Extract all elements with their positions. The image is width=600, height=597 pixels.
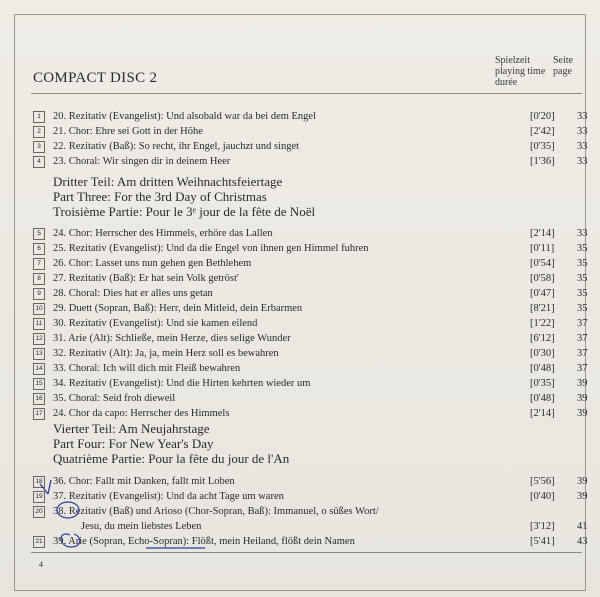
track-number-box: 14 [33, 363, 45, 375]
track-row [33, 361, 588, 376]
track-page: 39 [577, 491, 588, 502]
track-time: [0'48] [530, 393, 555, 404]
track-title: 26. Chor: Lasset uns nun gehen gen Bethlehem [53, 258, 252, 269]
bottom-divider [31, 552, 582, 553]
track-row [33, 124, 588, 139]
track-time: [2'42] [530, 126, 555, 137]
track-row [33, 331, 588, 346]
top-divider [31, 93, 582, 94]
track-title: 20. Rezitativ (Evangelist): Und alsobald war da bei dem Engel [53, 111, 317, 122]
section-heading-fr: Troisième Partie: Pour le 3ᵉ jour de la fête de Noël [53, 204, 316, 219]
track-title: 28. Choral: Dies hat er alles uns getan [53, 288, 213, 299]
track-page: 43 [577, 536, 588, 547]
track-row [33, 139, 588, 154]
track-row [33, 534, 588, 549]
track-time: [0'20] [530, 111, 555, 122]
track-title: 34. Rezitativ (Evangelist): Und die Hirten kehrten wieder um [53, 378, 311, 389]
track-time: [0'40] [530, 491, 555, 502]
track-page: 35 [577, 258, 588, 269]
track-time: [6'12] [530, 333, 555, 344]
track-time: [8'21] [530, 303, 555, 314]
header-de: Spielzeit [495, 55, 530, 66]
track-title: 21. Chor: Ehre sei Gott in der Höhe [53, 126, 203, 137]
track-number-box: 8 [33, 273, 45, 285]
header-en: page [553, 66, 572, 77]
track-page: 37 [577, 318, 588, 329]
track-page: 33 [577, 228, 588, 239]
track-number-box: 10 [33, 303, 45, 315]
track-number-box: 21 [33, 536, 45, 548]
track-title: 29. Duett (Sopran, Baß): Herr, dein Mitleid, dein Erbarmen [53, 303, 303, 314]
track-time: [5'41] [530, 536, 555, 547]
track-number-box: 13 [33, 348, 45, 360]
track-time: [0'54] [530, 258, 555, 269]
track-row [33, 301, 588, 316]
track-title: 35. Choral: Seid froh dieweil [53, 393, 176, 404]
playing-time-header [495, 55, 545, 88]
section-heading-en: Part Four: For New Year's Day [53, 436, 214, 451]
track-title: 31. Arie (Alt): Schließe, mein Herze, dies selige Wunder [53, 333, 291, 344]
track-title: 32. Rezitativ (Alt): Ja, ja, mein Herz soll es bewahren [53, 348, 279, 359]
track-title: 24. Chor: Herrscher des Himmels, erhöre das Lallen [53, 228, 273, 239]
track-page: 39 [577, 476, 588, 487]
track-row [33, 271, 588, 286]
track-title: 38. Rezitativ (Baß) und Arioso (Chor-Sopran, Baß): Immanuel, o süßes Wort/ [53, 506, 379, 517]
track-page: 37 [577, 333, 588, 344]
track-page: 33 [577, 111, 588, 122]
track-time: [3'12] [530, 521, 555, 532]
track-row [33, 226, 588, 241]
track-number-box: 11 [33, 318, 45, 330]
track-time: [1'36] [530, 156, 555, 167]
track-row [33, 346, 588, 361]
track-number-box: 3 [33, 141, 45, 153]
track-number-box: 20 [33, 506, 45, 518]
header-de: Seite [553, 55, 573, 66]
track-title: 24. Chor da capo: Herrscher des Himmels [53, 408, 230, 419]
track-number-box: 15 [33, 378, 45, 390]
track-row [33, 256, 588, 271]
track-time: [0'35] [530, 378, 555, 389]
track-page: 35 [577, 273, 588, 284]
track-row [33, 504, 582, 519]
track-title: 36. Chor: Fallt mit Danken, fallt mit Loben [53, 476, 235, 487]
track-page: 33 [577, 141, 588, 152]
track-time: [0'58] [530, 273, 555, 284]
track-number-box: 19 [33, 491, 45, 503]
disc-title: COMPACT DISC 2 [33, 70, 158, 86]
track-title: 27. Rezitativ (Baß): Er hat sein Volk getröst' [53, 273, 239, 284]
track-page: 41 [577, 521, 588, 532]
header-fr: durée [495, 77, 518, 88]
track-number-box: 2 [33, 126, 45, 138]
track-time: [0'35] [530, 141, 555, 152]
track-number-box: 16 [33, 393, 45, 405]
track-page: 37 [577, 363, 588, 374]
section-heading-de: Vierter Teil: Am Neujahrstage [53, 421, 210, 436]
track-page: 39 [577, 378, 588, 389]
track-row-continuation [33, 519, 588, 534]
page-number: 4 [39, 560, 43, 569]
section-heading-de: Dritter Teil: Am dritten Weihnachtsfeiertage [53, 174, 283, 189]
track-page: 33 [577, 156, 588, 167]
track-number-box: 9 [33, 288, 45, 300]
track-time: [0'30] [530, 348, 555, 359]
section-heading-fr: Quatrième Partie: Pour la fête du jour de l'An [53, 451, 290, 466]
track-title: 25. Rezitativ (Evangelist): Und da die Engel von ihnen gen Himmel fuhren [53, 243, 369, 254]
page-header [553, 55, 573, 77]
track-number-box: 6 [33, 243, 45, 255]
track-row [33, 474, 588, 489]
track-page: 35 [577, 243, 588, 254]
track-row [33, 286, 588, 301]
track-time: [0'47] [530, 288, 555, 299]
track-row [33, 241, 588, 256]
track-number-box: 17 [33, 408, 45, 420]
track-page: 39 [577, 393, 588, 404]
track-title: 23. Choral: Wir singen dir in deinem Heer [53, 156, 231, 167]
track-row [33, 376, 588, 391]
track-number-box: 1 [33, 111, 45, 123]
track-number-box: 7 [33, 258, 45, 270]
track-row [33, 391, 588, 406]
track-title: 37. Rezitativ (Evangelist): Und da acht Tage um waren [53, 491, 284, 502]
track-time: [0'11] [530, 243, 555, 254]
track-page: 35 [577, 288, 588, 299]
track-time: [5'56] [530, 476, 555, 487]
track-title: 39. Arie (Sopran, Echo-Sopran): Flößt, mein Heiland, flößt dein Namen [53, 536, 355, 547]
track-time: [2'14] [530, 408, 555, 419]
track-page: 39 [577, 408, 588, 419]
track-number-box: 4 [33, 156, 45, 168]
track-row [33, 154, 588, 169]
track-number-box: 5 [33, 228, 45, 240]
track-title: 33. Choral: Ich will dich mit Fleiß bewahren [53, 363, 241, 374]
track-time: [0'48] [530, 363, 555, 374]
track-title-continuation: Jesu, du mein liebstes Leben [81, 521, 202, 532]
track-row [33, 406, 588, 421]
track-time: [2'14] [530, 228, 555, 239]
track-row [33, 316, 588, 331]
track-number-box: 18 [33, 476, 45, 488]
track-time: [1'22] [530, 318, 555, 329]
track-row [33, 489, 588, 504]
track-page: 35 [577, 303, 588, 314]
track-page: 37 [577, 348, 588, 359]
section-heading-en: Part Three: For the 3rd Day of Christmas [53, 189, 267, 204]
track-page: 33 [577, 126, 588, 137]
track-row [33, 109, 588, 124]
track-number-box: 12 [33, 333, 45, 345]
track-title: 30. Rezitativ (Evangelist): Und sie kamen eilend [53, 318, 258, 329]
track-title: 22. Rezitativ (Baß): So recht, ihr Engel, jauchzt und singet [53, 141, 300, 152]
header-en: playing time [495, 66, 546, 77]
